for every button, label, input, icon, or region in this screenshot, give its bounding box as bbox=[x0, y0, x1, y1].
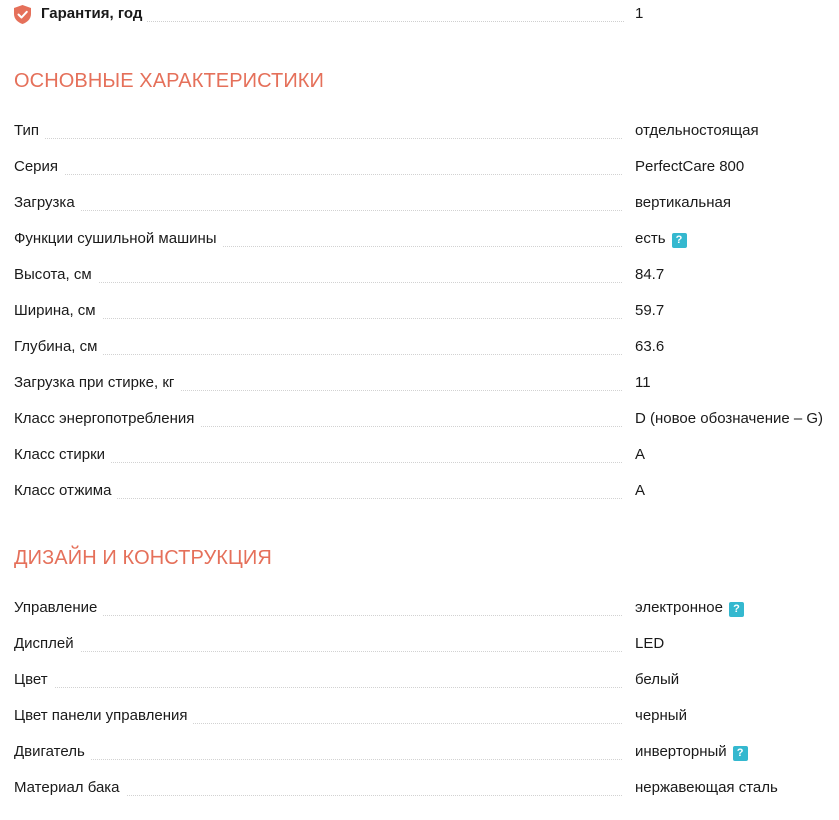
spec-label: Цвет bbox=[14, 671, 54, 688]
spec-row bbox=[14, 743, 834, 765]
spec-label: Двигатель bbox=[14, 743, 91, 760]
spec-row bbox=[14, 302, 834, 324]
spec-row bbox=[14, 122, 834, 144]
spec-value: вертикальная bbox=[635, 194, 731, 211]
spec-row bbox=[14, 194, 834, 216]
dotted-leader bbox=[14, 759, 622, 760]
dotted-leader bbox=[14, 687, 622, 688]
help-icon[interactable]: ? bbox=[729, 602, 744, 617]
spec-label: Высота, см bbox=[14, 266, 98, 283]
spec-label: Класс отжима bbox=[14, 482, 117, 499]
spec-row bbox=[14, 446, 834, 468]
spec-row bbox=[14, 158, 834, 180]
warranty-label: Гарантия, год bbox=[41, 5, 146, 22]
spec-value: 11 bbox=[635, 374, 651, 391]
warranty-value: 1 bbox=[635, 5, 644, 22]
spec-value-with-help bbox=[635, 743, 748, 761]
spec-value: A bbox=[635, 446, 646, 463]
spec-value: нержавеющая сталь bbox=[635, 779, 778, 796]
spec-row bbox=[14, 779, 834, 801]
spec-value-text: есть bbox=[635, 230, 666, 247]
spec-value: D (новое обозначение – G) bbox=[635, 410, 824, 427]
spec-row bbox=[14, 482, 834, 504]
dotted-leader bbox=[14, 354, 622, 355]
spec-row bbox=[14, 635, 834, 657]
spec-value: PerfectCare 800 bbox=[635, 158, 745, 175]
help-icon[interactable]: ? bbox=[733, 746, 748, 761]
spec-label: Ширина, см bbox=[14, 302, 102, 319]
dotted-leader bbox=[14, 282, 622, 283]
dotted-leader bbox=[14, 651, 622, 652]
spec-label: Класс энергопотребления bbox=[14, 410, 200, 427]
spec-label: Загрузка при стирке, кг bbox=[14, 374, 180, 391]
spec-value: 84.7 bbox=[635, 266, 665, 283]
spec-value-with-help bbox=[635, 230, 687, 248]
dotted-leader bbox=[14, 138, 622, 139]
spec-value: 59.7 bbox=[635, 302, 665, 319]
spec-label: Тип bbox=[14, 122, 45, 139]
help-icon[interactable]: ? bbox=[672, 233, 687, 248]
spec-label: Глубина, см bbox=[14, 338, 103, 355]
dotted-leader bbox=[14, 615, 622, 616]
spec-label: Управление bbox=[14, 599, 103, 616]
spec-value: LED bbox=[635, 635, 665, 652]
spec-label: Серия bbox=[14, 158, 64, 175]
spec-label: Дисплей bbox=[14, 635, 80, 652]
dotted-leader bbox=[14, 318, 622, 319]
spec-row bbox=[14, 230, 834, 252]
shield-check-icon bbox=[14, 5, 31, 24]
section-title-design: ДИЗАЙН И КОНСТРУКЦИЯ bbox=[14, 547, 272, 569]
spec-value: черный bbox=[635, 707, 687, 724]
spec-value: A bbox=[635, 482, 646, 499]
spec-row bbox=[14, 374, 834, 396]
spec-value-text: электронное bbox=[635, 599, 723, 616]
spec-row bbox=[14, 707, 834, 729]
warranty-row bbox=[14, 4, 834, 24]
spec-label: Функции сушильной машины bbox=[14, 230, 223, 247]
spec-value: отдельностоящая bbox=[635, 122, 759, 139]
spec-label: Материал бака bbox=[14, 779, 126, 796]
spec-label: Класс стирки bbox=[14, 446, 111, 463]
spec-row bbox=[14, 599, 834, 621]
dotted-leader bbox=[14, 210, 622, 211]
dotted-leader bbox=[14, 174, 622, 175]
spec-row bbox=[14, 671, 834, 693]
spec-value-with-help bbox=[635, 599, 744, 617]
spec-row bbox=[14, 338, 834, 360]
spec-value: 63.6 bbox=[635, 338, 665, 355]
spec-value: белый bbox=[635, 671, 680, 688]
spec-label: Цвет панели управления bbox=[14, 707, 193, 724]
spec-row bbox=[14, 266, 834, 288]
spec-row bbox=[14, 410, 834, 432]
spec-label: Загрузка bbox=[14, 194, 81, 211]
spec-value-text: инверторный bbox=[635, 743, 727, 760]
section-title-main-specs: ОСНОВНЫЕ ХАРАКТЕРИСТИКИ bbox=[14, 70, 325, 92]
